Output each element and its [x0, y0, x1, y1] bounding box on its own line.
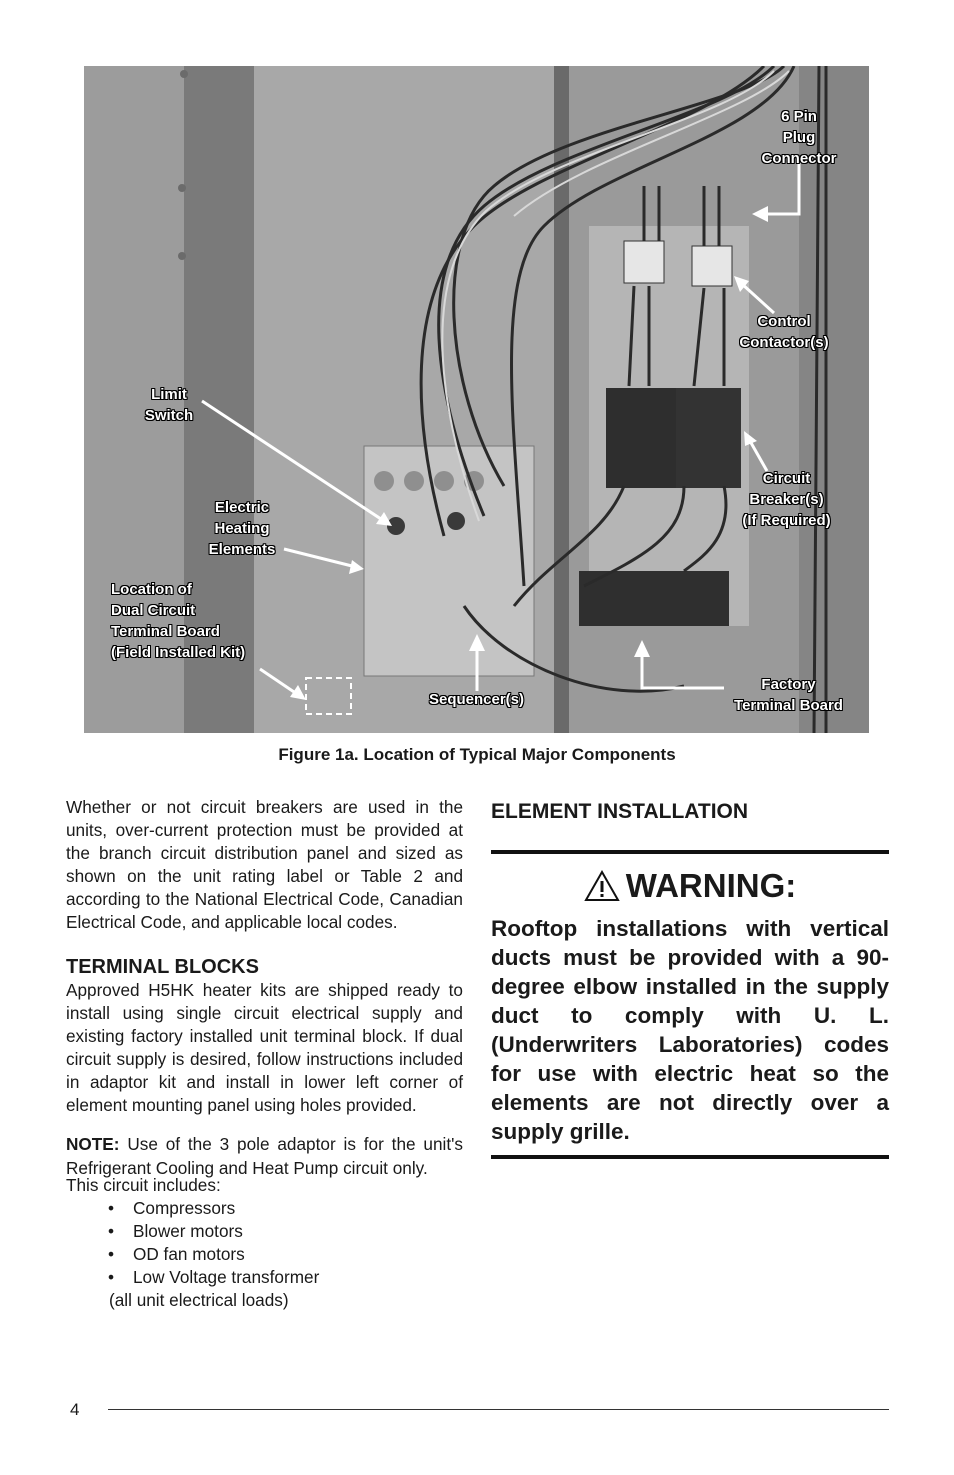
circuit-includes-label: This circuit includes:	[66, 1175, 221, 1195]
callout-6-pin-plug-connector: 6 Pin Plug Connector	[761, 108, 837, 167]
left-column	[66, 796, 463, 1312]
note-paragraph	[66, 1133, 463, 1180]
callout-control-contactors: Control Contactor(s)	[739, 313, 829, 351]
list-item: • Low Voltage transformer	[108, 1266, 463, 1289]
callout-sequencers: Sequencer(s)	[428, 691, 525, 708]
terminal-blocks-paragraph: Approved H5HK heater kits are shipped ready to install using single circuit electrical supply and existing factory installed unit terminal block. If dual circuit supply is desired, follow instructions included in adaptor kit and install in lower left corner of element mounting panel using holes provided.	[66, 980, 463, 1115]
component-photo	[84, 66, 869, 733]
callout-factory-terminal-board: Factory Terminal Board	[734, 676, 843, 714]
right-column	[491, 796, 889, 1159]
warning-top-rule	[491, 850, 889, 854]
figure-caption: Figure 1a. Location of Typical Major Components	[278, 745, 676, 764]
callout-dual-circuit-terminal-board: Location of Dual Circuit Terminal Board (Field Installed Kit)	[111, 581, 246, 661]
callout-circuit-breakers: Circuit Breaker(s) (If Required)	[742, 470, 831, 529]
page-number: 4	[70, 1400, 80, 1419]
terminal-blocks-heading: TERMINAL BLOCKS	[66, 956, 259, 978]
list-item: • Compressors	[108, 1197, 463, 1220]
list-item: • Blower motors	[108, 1220, 463, 1243]
note-label: NOTE:	[66, 1134, 120, 1154]
callout-limit-switch: Limit Switch	[144, 386, 194, 424]
footer-rule	[108, 1409, 889, 1410]
circuit-includes-list	[66, 1197, 463, 1289]
element-installation-heading: ELEMENT INSTALLATION	[491, 800, 749, 823]
all-loads-note: (all unit electrical loads)	[109, 1290, 289, 1310]
warning-bottom-rule	[491, 1155, 889, 1159]
warning-body: Rooftop installations with vertical ducts must be provided with a 90-degree elbow installed in the supply duct to comply with U. L. (Underwriters Laboratories) codes for use with electric heat so the elements are not directly over a supply grille.	[491, 916, 889, 1144]
list-item: • OD fan motors	[108, 1243, 463, 1266]
note-text: Use of the 3 pole adaptor is for the unit's Refrigerant Cooling and Heat Pump circuit only.	[66, 1134, 463, 1178]
warning-header	[491, 866, 889, 906]
warning-title: WARNING:	[625, 867, 797, 904]
intro-paragraph: Whether or not circuit breakers are used in the units, over-current protection must be provided at the branch circuit distribution panel and sized as shown on the unit rating label or Table 2 and according to the National Electrical Code, Canadian Electrical Code, and applicable local codes.	[66, 797, 463, 932]
callout-electric-heating-elements: Electric Heating Elements	[208, 499, 276, 558]
warning-triangle-icon	[584, 870, 620, 902]
